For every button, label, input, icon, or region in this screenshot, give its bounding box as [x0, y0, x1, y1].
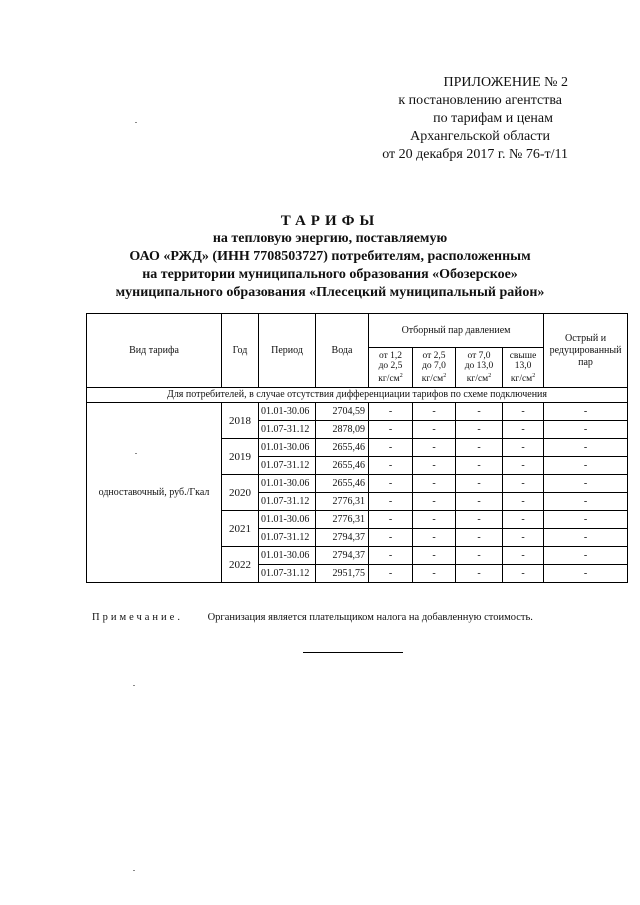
appendix-date: от 20 декабря 2017 г. № 76-т/11: [382, 147, 568, 162]
water-value: 2776,31: [316, 493, 369, 511]
header-sharp-steam: Острый и редуцированный пар: [544, 314, 628, 388]
empty-value: -: [503, 403, 544, 421]
year-cell: 2020: [222, 475, 259, 511]
empty-value: -: [456, 421, 503, 439]
empty-value: -: [544, 547, 628, 565]
tariff-name: одноставочный, руб./Гкал: [87, 403, 222, 583]
period-cell: 01.01-30.06: [259, 511, 316, 529]
period-cell: 01.07-31.12: [259, 457, 316, 475]
period-cell: 01.07-31.12: [259, 565, 316, 583]
empty-value: -: [413, 457, 456, 475]
empty-value: -: [503, 547, 544, 565]
period-cell: 01.01-30.06: [259, 475, 316, 493]
empty-value: -: [544, 511, 628, 529]
water-value: 2776,31: [316, 511, 369, 529]
scan-speck: [133, 685, 135, 686]
empty-value: -: [503, 511, 544, 529]
pressure-from: от 1,2: [378, 350, 403, 361]
period-cell: 01.07-31.12: [259, 493, 316, 511]
empty-value: -: [369, 529, 413, 547]
empty-value: -: [544, 565, 628, 583]
header-pressure-1: [369, 348, 413, 388]
empty-value: -: [369, 475, 413, 493]
tariff-table: [86, 313, 628, 583]
table-row: [87, 403, 628, 421]
pressure-to: до 13,0: [464, 360, 494, 371]
empty-value: -: [503, 421, 544, 439]
title-line-1: на тепловую энергию, поставляемую: [212, 231, 448, 246]
water-value: 2655,46: [316, 475, 369, 493]
appendix-region: Архангельской области: [410, 129, 550, 144]
empty-value: -: [456, 547, 503, 565]
water-value: 2878,09: [316, 421, 369, 439]
scan-speck: [133, 870, 135, 871]
header-pressure-2: [413, 348, 456, 388]
empty-value: -: [456, 565, 503, 583]
water-value: 2951,75: [316, 565, 369, 583]
pressure-to: до 2,5: [378, 360, 403, 371]
period-cell: 01.01-30.06: [259, 403, 316, 421]
empty-value: -: [413, 565, 456, 583]
pressure-unit-power: 2: [488, 372, 492, 379]
empty-value: -: [413, 529, 456, 547]
scan-speck: [135, 122, 137, 123]
title-line-2: ОАО «РЖД» (ИНН 7708503727) потребителям, расположенным: [129, 249, 531, 264]
empty-value: -: [544, 529, 628, 547]
empty-value: -: [544, 493, 628, 511]
empty-value: -: [503, 439, 544, 457]
empty-value: -: [503, 529, 544, 547]
note-label: Примечание.: [92, 612, 183, 623]
header-pressure-4: [503, 348, 544, 388]
empty-value: -: [503, 493, 544, 511]
period-cell: 01.07-31.12: [259, 529, 316, 547]
header-period: Период: [259, 314, 316, 388]
water-value: 2655,46: [316, 457, 369, 475]
separator-line: [303, 652, 403, 653]
empty-value: -: [456, 457, 503, 475]
appendix-resolution: к постановлению агентства: [398, 93, 562, 108]
empty-value: -: [413, 439, 456, 457]
pressure-to: 13,0: [514, 360, 532, 371]
empty-value: -: [544, 439, 628, 457]
pressure-unit-power: 2: [399, 372, 403, 379]
year-cell: 2021: [222, 511, 259, 547]
empty-value: -: [456, 529, 503, 547]
year-cell: 2018: [222, 403, 259, 439]
title-main: ТАРИФЫ: [280, 213, 380, 229]
period-cell: 01.07-31.12: [259, 421, 316, 439]
document-title: [60, 212, 600, 302]
empty-value: -: [369, 421, 413, 439]
pressure-from: от 7,0: [467, 350, 491, 361]
empty-value: -: [503, 457, 544, 475]
header-water: Вода: [316, 314, 369, 388]
scan-speck: [135, 453, 137, 454]
pressure-to: до 7,0: [422, 360, 446, 371]
empty-value: -: [456, 511, 503, 529]
year-cell: 2019: [222, 439, 259, 475]
empty-value: -: [369, 439, 413, 457]
header-year: Год: [222, 314, 259, 388]
empty-value: -: [503, 565, 544, 583]
empty-value: -: [544, 403, 628, 421]
pressure-unit: $кг/см^2$: [466, 372, 492, 385]
empty-value: -: [413, 403, 456, 421]
water-value: 2655,46: [316, 439, 369, 457]
header-steam: Отборный пар давлением: [369, 314, 544, 348]
empty-value: -: [456, 439, 503, 457]
pressure-from: от 2,5: [422, 350, 446, 361]
pressure-unit: $кг/см^2$: [510, 372, 536, 385]
empty-value: -: [369, 493, 413, 511]
water-value: 2794,37: [316, 547, 369, 565]
empty-value: -: [413, 493, 456, 511]
water-value: 2704,59: [316, 403, 369, 421]
empty-value: -: [413, 475, 456, 493]
empty-value: -: [413, 547, 456, 565]
empty-value: -: [456, 493, 503, 511]
pressure-unit: $кг/см^2$: [378, 372, 403, 385]
pressure-unit: $кг/см^2$: [421, 372, 447, 385]
empty-value: -: [369, 457, 413, 475]
note-text: Организация является плательщиком налога на добавленную стоимость.: [207, 612, 533, 623]
appendix-agency: по тарифам и ценам: [433, 111, 553, 126]
period-cell: 01.01-30.06: [259, 439, 316, 457]
empty-value: -: [456, 403, 503, 421]
pressure-unit-power: 2: [532, 372, 536, 379]
title-line-4: муниципального образования «Плесецкий муниципальный район»: [115, 285, 545, 300]
year-cell: 2022: [222, 547, 259, 583]
section-label: Для потребителей, в случае отсутствия дифференциации тарифов по схеме подключения: [87, 388, 628, 403]
empty-value: -: [369, 547, 413, 565]
empty-value: -: [413, 511, 456, 529]
empty-value: -: [456, 475, 503, 493]
pressure-from: свыше: [509, 350, 537, 361]
title-line-3: на территории муниципального образования «Обозерское»: [142, 267, 518, 282]
appendix-number: ПРИЛОЖЕНИЕ № 2: [443, 75, 568, 90]
header-tariff-type: Вид тарифа: [87, 314, 222, 388]
empty-value: -: [369, 511, 413, 529]
empty-value: -: [369, 403, 413, 421]
period-cell: 01.01-30.06: [259, 547, 316, 565]
appendix-header: [308, 74, 568, 164]
pressure-unit-power: 2: [443, 372, 447, 379]
empty-value: -: [369, 565, 413, 583]
empty-value: -: [544, 475, 628, 493]
note: [92, 612, 533, 623]
empty-value: -: [544, 421, 628, 439]
water-value: 2794,37: [316, 529, 369, 547]
empty-value: -: [503, 475, 544, 493]
empty-value: -: [413, 421, 456, 439]
empty-value: -: [544, 457, 628, 475]
header-pressure-3: [456, 348, 503, 388]
